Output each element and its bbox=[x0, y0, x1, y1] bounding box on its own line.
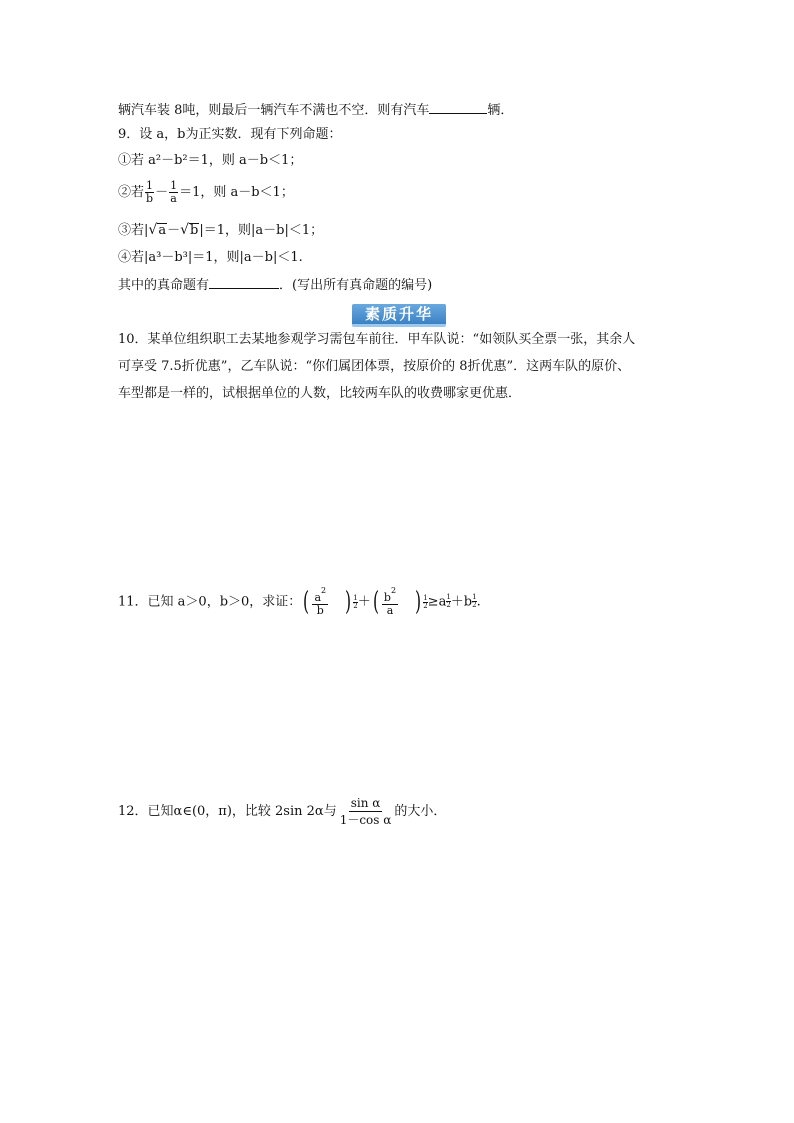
q9-p2-suffix: ＝1，则 a－b＜1； bbox=[179, 185, 294, 200]
q11-term-1: ( $\frac{a^2}{b}$ ) 1 2 bbox=[303, 586, 358, 617]
q8-line bbox=[118, 100, 513, 120]
q11-prefix: 11．已知 a＞0，b＞0，求证： bbox=[118, 594, 302, 610]
q11-geq-a: ≥a bbox=[427, 594, 447, 610]
q11-term-2: ( $\frac{b^2}{a}$ ) 1 2 bbox=[372, 586, 428, 617]
q9-proposition-1: ①若 a²－b²＝1，则 a－b＜1； bbox=[118, 153, 303, 168]
q11-exponent-3: $\frac{1}{2}$ bbox=[446, 592, 451, 609]
sqrt-a: √ a bbox=[148, 222, 167, 238]
q9-proposition-2 bbox=[118, 180, 294, 205]
q9-p2-fraction-1: $\frac{1}{b}$ bbox=[146, 179, 154, 205]
q12-line bbox=[118, 795, 446, 828]
q10-line-2: 可享受 7.5折优惠”，乙车队说：“你们属团体票，按原价的 8折优惠”．这两车队的原价、 bbox=[118, 359, 631, 374]
q11-plus: ＋ bbox=[357, 594, 371, 610]
q10-line-3: 车型都是一样的，试根据单位的人数，比较两车队的收费哪家更优惠． bbox=[118, 386, 522, 401]
q11-plus-b: ＋b bbox=[450, 594, 473, 610]
q9-answer-blank[interactable] bbox=[209, 275, 279, 289]
q11-exponent-2: 1 2 bbox=[423, 593, 428, 610]
q9-p2-fraction-2: $\frac{1}{a}$ bbox=[170, 179, 178, 205]
q11-exponent-4: $\frac{1}{2}$ bbox=[472, 592, 477, 609]
q8-answer-blank[interactable] bbox=[429, 100, 487, 114]
q9-p2-prefix: ②若 bbox=[118, 185, 145, 200]
q9-conclusion-after: ．(写出所有真命题的编号) bbox=[279, 278, 433, 293]
q9-p3-suffix: |＝1，则|a－b|＜1； bbox=[199, 223, 324, 238]
q8-text-after: 辆． bbox=[487, 103, 514, 118]
sqrt-b: √ b bbox=[180, 222, 199, 238]
q9-conclusion bbox=[118, 275, 432, 295]
q9-intro: 9．设 a，b为正实数．现有下列命题： bbox=[118, 127, 342, 142]
q9-p2-minus: － bbox=[155, 185, 169, 200]
q9-proposition-4: ④若|a³－b³|＝1，则|a－b|＜1. bbox=[118, 250, 303, 265]
q12-prefix: 12．已知 bbox=[118, 804, 174, 819]
q9-p3-minus: － bbox=[167, 223, 181, 238]
q11-exponent-1: 1 2 bbox=[353, 593, 358, 610]
q9-proposition-3 bbox=[118, 222, 323, 240]
q8-text-before: 辆汽车装 8吨，则最后一辆汽车不满也不空．则有汽车 bbox=[118, 103, 430, 118]
q9-conclusion-before: 其中的真命题有 bbox=[118, 278, 210, 293]
q11-line bbox=[118, 587, 481, 617]
q12-suffix: 的大小． bbox=[394, 804, 447, 819]
q11-end: . bbox=[476, 594, 481, 610]
q12-fraction: $\frac{\text{sin α}}{\text{1－cos α}}$ bbox=[339, 796, 392, 827]
q9-p3-prefix: ③若| bbox=[118, 223, 149, 238]
q12-condition: α∈(0，π)，比较 2sin 2α与 bbox=[173, 804, 337, 819]
section-banner: 素质升华 bbox=[352, 304, 446, 327]
q10-line-1: 10．某单位组织职工去某地参观学习需包车前往．甲车队说：“如领队买全票一张，其余人 bbox=[118, 332, 636, 347]
